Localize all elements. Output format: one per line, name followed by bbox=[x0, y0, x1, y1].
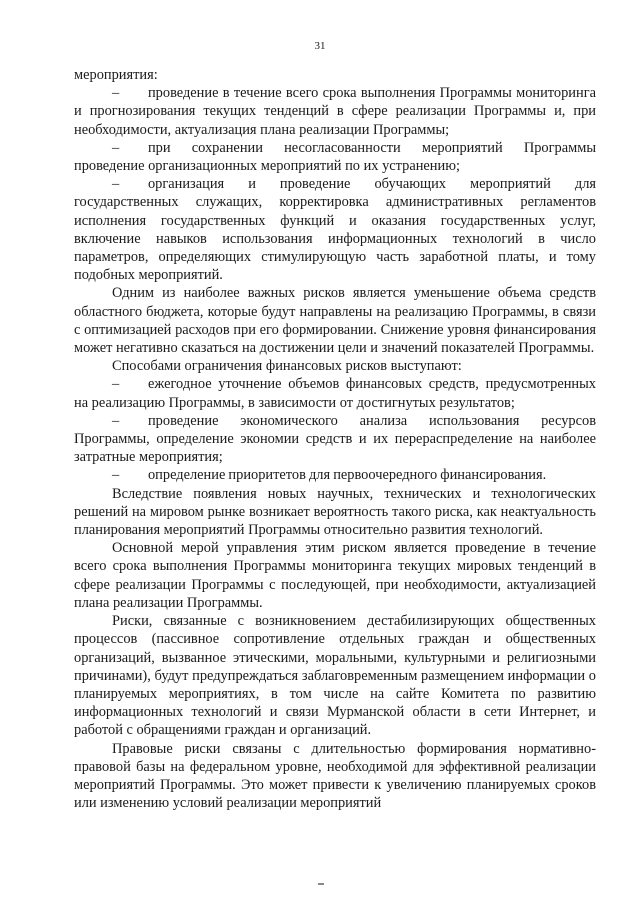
paragraph-financial-methods: Способами ограничения финансовых рисков выступают: bbox=[112, 358, 462, 375]
list-item-monitoring: – проведение в течение всего срока выполнения Программы мониторинга и прогнозирования текущих тенденций в сфере реализации Программы и, при необходимости, актуализация плана реализации Программы; bbox=[74, 85, 596, 138]
paragraph-budget-risk: Одним из наиболее важных рисков является уменьшение объема средств областного бюджета, которые будут направлены на реализацию Программы, в связи с оптимизацией расходов при его формировании. Снижение уровня финансирования может негативно сказаться на достижении цели и значений показателей Программы. bbox=[74, 285, 596, 357]
list-item-annual-adjustment: – ежегодное уточнение объемов финансовых средств, предусмотренных на реализацию Программы, в зависимости от достигнутых результатов; bbox=[74, 376, 596, 411]
page-number: 31 bbox=[314, 40, 326, 52]
paragraph-technology-risk: Вследствие появления новых научных, технических и технологических решений на мировом рынке возникает вероятность такого риска, как неактуальность планирования мероприятий Программы относительно развития технологий. bbox=[74, 485, 596, 539]
list-item-economic-analysis: – проведение экономического анализа использования ресурсов Программы, определение экономии средств и их перераспределение на наиболее затратные мероприятия; bbox=[74, 412, 596, 466]
list-item-priorities: – определение приоритетов для первоочередного финансирования. bbox=[112, 467, 547, 484]
list-item-inconsistency: – при сохранении несогласованности мероприятий Программы проведение организационных мероприятий по их устранению; bbox=[74, 139, 596, 175]
paragraph-legal-risk: Правовые риски связаны с длительностью формирования нормативно-правовой базы на федеральном уровне, необходимой для эффективной реализации мероприятий Программы. Это может привести к увеличению планируемых сроков или изменению условий реализации мероприятий bbox=[74, 740, 596, 812]
paragraph-lead-in: мероприятия: bbox=[74, 67, 158, 83]
paragraph-main-measure: Основной мерой управления этим риском является проведение в течение всего срока выполнения Программы мониторинга текущих мировых тенденций в сфере реализации Программы с последующей, при необходимости, актуализацией плана реализации Программы. bbox=[74, 540, 596, 611]
scan-mark bbox=[318, 883, 324, 885]
list-item-training: – организация и проведение обучающих мероприятий для государственных служащих, корректировка административных регламентов исполнения государственных функций и оказания государственных услуг, включение навыков использования информационных технологий в число параметров, определяющих стимулирующую часть заработной платы, и тому подобных мероприятий. bbox=[74, 176, 596, 284]
document-body bbox=[74, 66, 596, 812]
paragraph-social-risk: Риски, связанные с возникновением дестабилизирующих общественных процессов (пассивное сопротивление отдельных граждан и общественных организаций, вызванное этическими, моральными, культурными и религиозными причинами), будут предупреждаться заблаговременным размещением информации о планируемых мероприятиях, в том числе на сайте Комитета по развитию информационных технологий и связи Мурманской области в сети Интернет, и работой с обращениями граждан и организаций. bbox=[74, 613, 596, 739]
